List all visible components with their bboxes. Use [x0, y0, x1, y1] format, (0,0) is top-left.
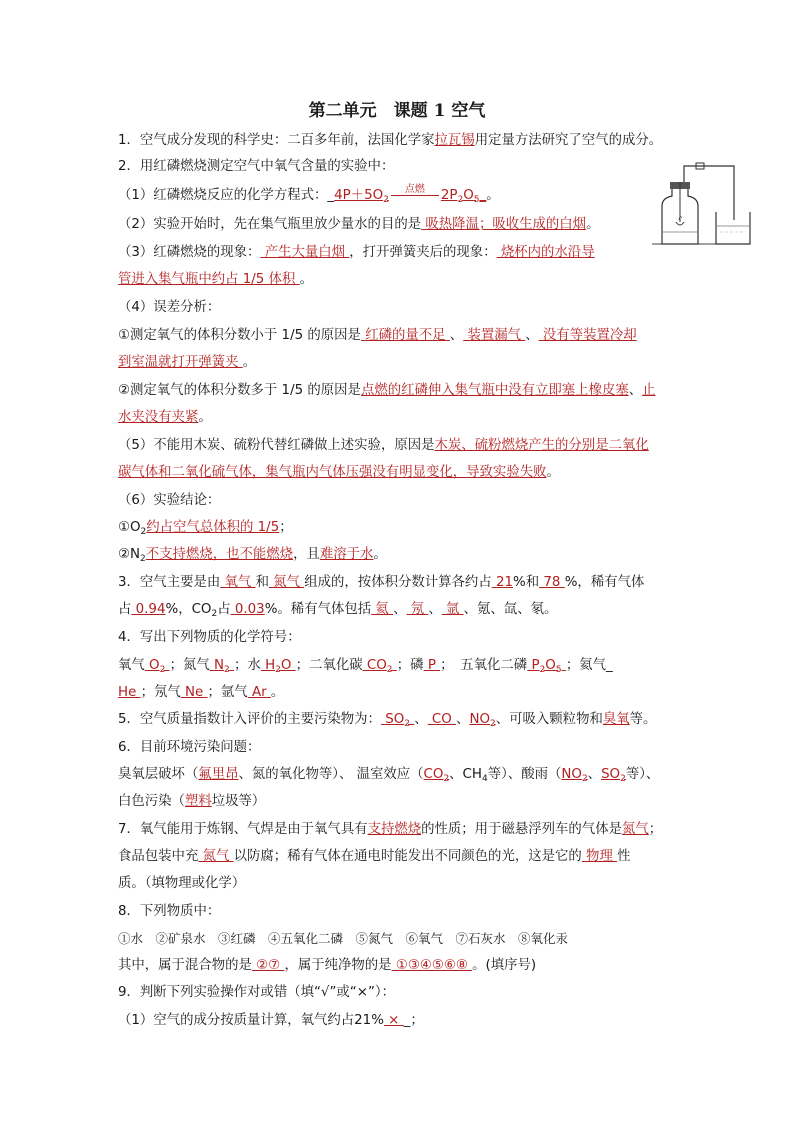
question-9: 9．判断下列实验操作对或错（填“√”或“×”）： [118, 985, 395, 1000]
answer: 不支持燃烧，也不能燃烧 [145, 547, 294, 562]
apparatus-illustration [652, 160, 752, 248]
answer: 木炭、硫粉燃烧产生的分别是二氧化 [434, 438, 649, 453]
question-9-part-1: （1）空气的成分按质量计算，氧气约占21% × _； [118, 1013, 424, 1028]
answer: $CO_2$ [423, 767, 450, 784]
answer: 臭氧 [602, 712, 630, 727]
reaction-condition: 点燃 [389, 188, 441, 202]
answer: $2P_2O_5\_$ [440, 188, 487, 205]
answer: 0.94 [131, 602, 166, 617]
answer: 氮气 [198, 849, 234, 864]
q2-part-6-1: $①O_2$约占空气总体积的 1/5； [118, 520, 293, 537]
answer: 难溶于水 [319, 547, 374, 562]
answer: $H_2O$ [260, 658, 296, 675]
answer: 塑料 [184, 794, 212, 809]
q2-part-4-1-cont: 到室温就打开弹簧夹 。 [118, 355, 257, 370]
answer: 产生大量白烟 [260, 245, 350, 260]
answer: 氖 [406, 602, 429, 617]
page-title: 第二单元 课题 1 空气 [308, 101, 486, 121]
answer: $CO_2$ [362, 658, 393, 675]
question-7-line-3: 质。（填物理或化学） [118, 876, 246, 891]
answer: $NO_2$ [561, 767, 588, 784]
answer: 止 [642, 383, 656, 398]
answer: ①③④⑤⑥⑧ [391, 958, 473, 973]
answer: $O_2$ [144, 658, 166, 675]
answer: 氟里昂 [198, 767, 239, 782]
answer: 0.03 [230, 602, 265, 617]
answer: 点燃的红磷伸入集气瓶中没有立即塞上橡皮塞 [360, 383, 629, 398]
arrow-line [391, 195, 439, 196]
answer: 装置漏气 [463, 328, 526, 343]
answer: 烧杯内的水沿导 [496, 245, 595, 260]
glass-tube [684, 166, 734, 220]
question-6-line-1: 臭氧层破坏（氟里昂、氮的氧化物等）、 温室效应（$CO_2$、$CH_4$等）、酸雨（$NO_2$、$SO_2$等）、 [118, 767, 660, 784]
q2-part-5: （5）不能用木炭、硫粉代替红磷做上述实验，原因是木炭、硫粉燃烧产生的分别是二氧化 [118, 438, 649, 453]
q2-part-2: （2）实验开始时，先在集气瓶里放少量水的目的是 吸热降温；吸收生成的白烟。 [118, 217, 600, 232]
answer: 氮气 [621, 822, 649, 837]
answer: 氦 [371, 602, 394, 617]
question-5: 5．空气质量指数计入评价的主要污染物为： $SO_2$ 、 CO 、$NO_2$、可吸入颗粒物和臭氧等。 [118, 712, 657, 729]
answer: × [383, 1013, 404, 1028]
answer: ②⑦ [251, 958, 285, 973]
answer: 到室温就打开弹簧夹 [118, 355, 243, 370]
answer: 拉瓦锡 [434, 133, 475, 148]
answer: 管进入集气瓶中约占 1/5 体积 [118, 272, 300, 287]
question-7-line-2: 食品包装中充 氮气 以防腐；稀有气体在通电时能发出不同颜色的光，这是它的 物理 性 [118, 849, 631, 864]
question-6-line-2: 白色污染（塑料垃圾等） [118, 794, 266, 809]
answer: 物理 [581, 849, 618, 864]
answer: 水夹没有夹紧 [118, 410, 199, 425]
q2-part-1: （1）红磷燃烧反应的化学方程式：$\_4P+5O_2$ 点燃 $2P_2O_5\_$。 [118, 184, 500, 205]
answer: $SO_2$ [380, 712, 410, 729]
answer: 氧气 [220, 575, 256, 590]
question-1: 1．空气成分发现的科学史：二百多年前，法国化学家拉瓦锡用定量方法研究了空气的成分。 [118, 133, 663, 148]
q2-part-3-cont: 管进入集气瓶中约占 1/5 体积 。 [118, 272, 314, 287]
answer: 约占空气总体积的 1/5 [146, 520, 280, 535]
question-3: 3．空气主要是由 氧气 和 氮气 组成的，按体积分数计算各约占 21%和 78 %，稀有气体 [118, 575, 645, 590]
answer: 支持燃烧 [367, 822, 422, 837]
q2-part-6-2: $②N_2$不支持燃烧，也不能燃烧，且难溶于水。 [118, 547, 387, 564]
answer: 78 [539, 575, 565, 590]
question-6: 6．目前环境污染问题： [118, 740, 261, 755]
answer: CO [427, 712, 457, 727]
answer: 没有等装置冷却 [538, 328, 637, 343]
answer: $4P+5O_2$ [334, 188, 389, 205]
beaker [716, 212, 750, 244]
q2-part-5-cont: 碳气体和二氧化硫气体，集气瓶内气体压强没有明显变化，导致实验失败。 [118, 465, 560, 480]
q2-part-3: （3）红磷燃烧的现象： 产生大量白烟 ，打开弹簧夹后的现象： 烧杯内的水沿导 [118, 245, 595, 260]
answer: $P_2O_5$ [527, 658, 562, 675]
answer: Ne [180, 685, 208, 700]
q2-part-4-2: ②测定氧气的体积分数多于 1/5 的原因是点燃的红磷伸入集气瓶中没有立即塞上橡皮塞、止 [118, 383, 656, 398]
q2-part-6: （6）实验结论： [118, 493, 221, 508]
answer: 21 [491, 575, 514, 590]
answer: 氮气 [268, 575, 305, 590]
answer: 碳气体和二氧化硫气体，集气瓶内气体压强没有明显变化，导致实验失败 [118, 465, 547, 480]
answer: 氩 [441, 602, 464, 617]
question-7: 7．氧气能用于炼钢、气焊是由于氧气具有支持燃烧的性质；用于磁悬浮列车的气体是氮气； [118, 822, 663, 837]
question-3-cont: 占 0.94%，$CO_2$占 0.03%。稀有气体包括 氦 、 氖 、 氩 、氪、氙、氡。 [118, 602, 558, 619]
question-4: 4．写出下列物质的化学符号： [118, 630, 301, 645]
question-4-line-1: 氧气 $O_2$ ；氮气 $N_2$ ；水 $H_2O$ ；二氧化碳 $CO_2$ ；磷 P ； 五氧化二磷 $P_2O_5$ ；氦气_ [118, 658, 613, 675]
q2-part-4: （4）误差分析： [118, 300, 221, 315]
question-8-items: ①水 ②矿泉水 ③红磷 ④五氧化二磷 ⑤氮气 ⑥氧气 ⑦石灰水 ⑧氧化汞 [118, 931, 569, 946]
answer: 吸热降温；吸收生成的白烟 [421, 217, 587, 232]
answer: $SO_2$ [601, 767, 626, 784]
answer: Ar [247, 685, 271, 700]
answer: $N_2$ [209, 658, 230, 675]
answer: He [118, 685, 141, 700]
spoon-cup [676, 222, 684, 225]
question-8-answer-line: 其中，属于混合物的是 ②⑦ ，属于纯净物的是 ①③④⑤⑥⑧ 。(填序号) [118, 958, 537, 973]
q2-part-4-2-cont: 水夹没有夹紧。 [118, 410, 212, 425]
answer: P [423, 658, 441, 673]
question-2: 2．用红磷燃烧测定空气中氧气含量的实验中： [118, 159, 395, 174]
question-4-line-2: He ；氖气 Ne ；氩气 Ar 。 [118, 685, 285, 700]
answer: 红磷的量不足 [360, 328, 450, 343]
answer: $NO_2$ [469, 712, 496, 729]
question-8: 8．下列物质中： [118, 904, 221, 919]
q2-part-4-1: ①测定氧气的体积分数小于 1/5 的原因是 红磷的量不足 、 装置漏气 、 没有等装置冷却 [118, 328, 637, 343]
